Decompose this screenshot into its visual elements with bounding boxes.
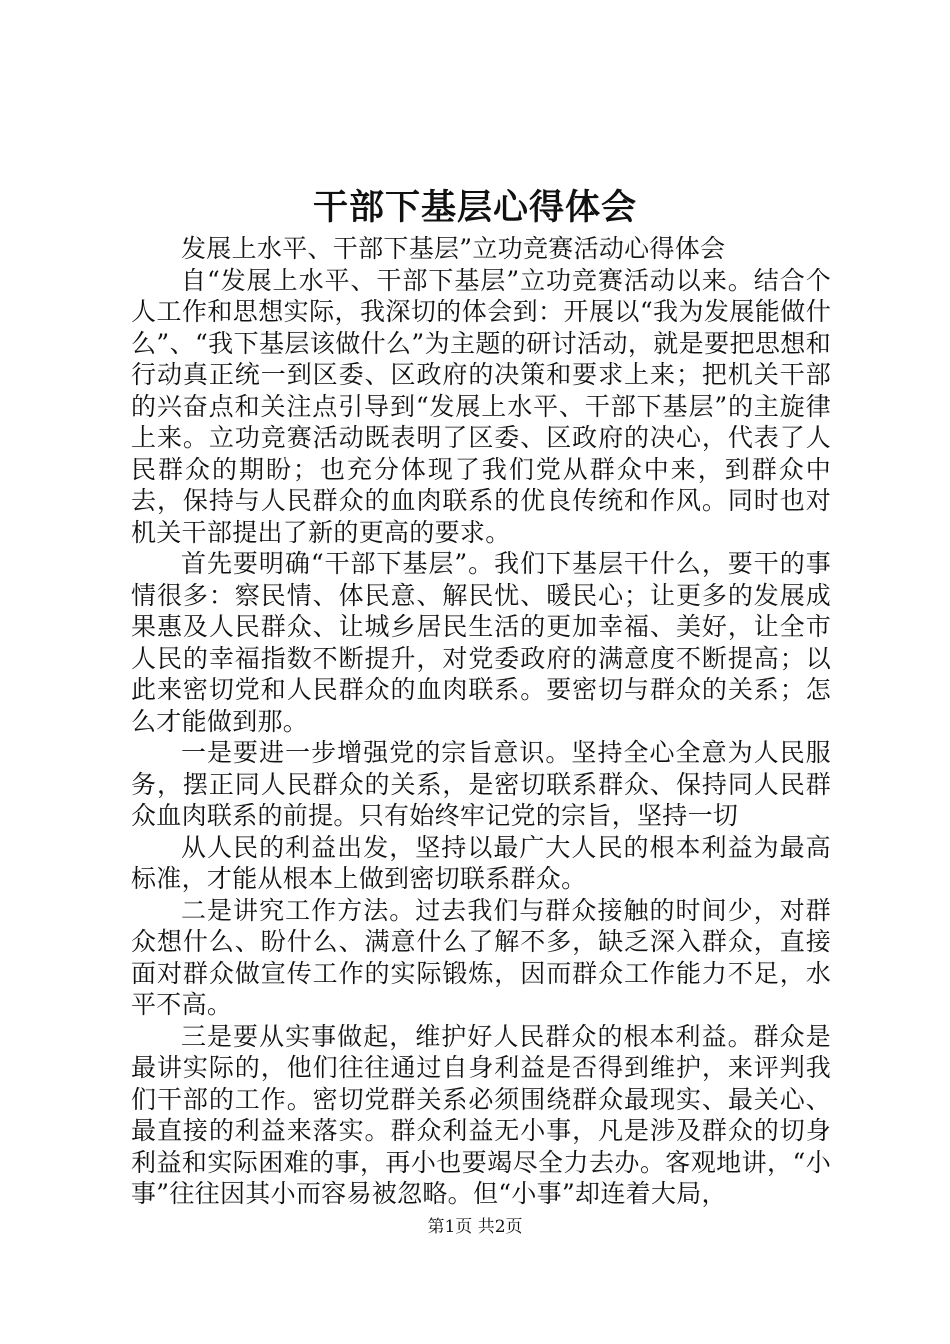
document-body: [131, 233, 831, 1210]
body-paragraph: 一是要进一步增强党的宗旨意识。坚持全心全意为人民服务，摆正同人民群众的关系，是密切联系群众、保持同人民群众血肉联系的前提。只有始终牢记党的宗旨，坚持一切: [131, 738, 831, 830]
body-paragraph: 二是讲究工作方法。过去我们与群众接触的时间少，对群众想什么、盼什么、满意什么了解不多，缺乏深入群众，直接面对群众做宣传工作的实际锻炼，因而群众工作能力不足，水平不高。: [131, 895, 831, 1019]
body-paragraph: 三是要从实事做起，维护好人民群众的根本利益。群众是最讲实际的，他们往往通过自身利益是否得到维护，来评判我们干部的工作。密切党群关系必须围绕群众最现实、最关心、最直接的利益来落实。群众利益无小事，凡是涉及群众的切身利益和实际困难的事，再小也要竭尽全力去办。客观地讲，“小事”往往因其小而容易被忽略。但“小事”却连着大局，: [131, 1021, 831, 1208]
page-number-footer: 第1页 共2页: [427, 1217, 523, 1237]
body-paragraph: 自“发展上水平、干部下基层”立功竞赛活动以来。结合个人工作和思想实际，我深切的体会到：开展以“我为发展能做什么”、“我下基层该做什么”为主题的研讨活动，就是要把思想和行动真正统一到区委、区政府的决策和要求上来；把机关干部的兴奋点和关注点引导到“发展上水平、干部下基层”的主旋律上来。立功竞赛活动既表明了区委、区政府的决心，代表了人民群众的期盼；也充分体现了我们党从群众中来，到群众中去，保持与人民群众的血肉联系的优良传统和作风。同时也对机关干部提出了新的更高的要求。: [131, 265, 831, 547]
body-paragraph: 从人民的利益出发，坚持以最广大人民的根本利益为最高标准，才能从根本上做到密切联系群众。: [131, 832, 831, 893]
document-title: 干部下基层心得体会: [312, 187, 637, 228]
body-paragraph: 首先要明确“干部下基层”。我们下基层干什么，要干的事情很多：察民情、体民意、解民忧、暖民心；让更多的发展成果惠及人民群众、让城乡居民生活的更加幸福、美好，让全市人民的幸福指数不断提升，对党委政府的满意度不断提高；以此来密切党和人民群众的血肉联系。要密切与群众的关系；怎么才能做到那。: [131, 549, 831, 736]
subtitle-paragraph: 发展上水平、干部下基层”立功竞赛活动心得体会: [181, 234, 726, 263]
